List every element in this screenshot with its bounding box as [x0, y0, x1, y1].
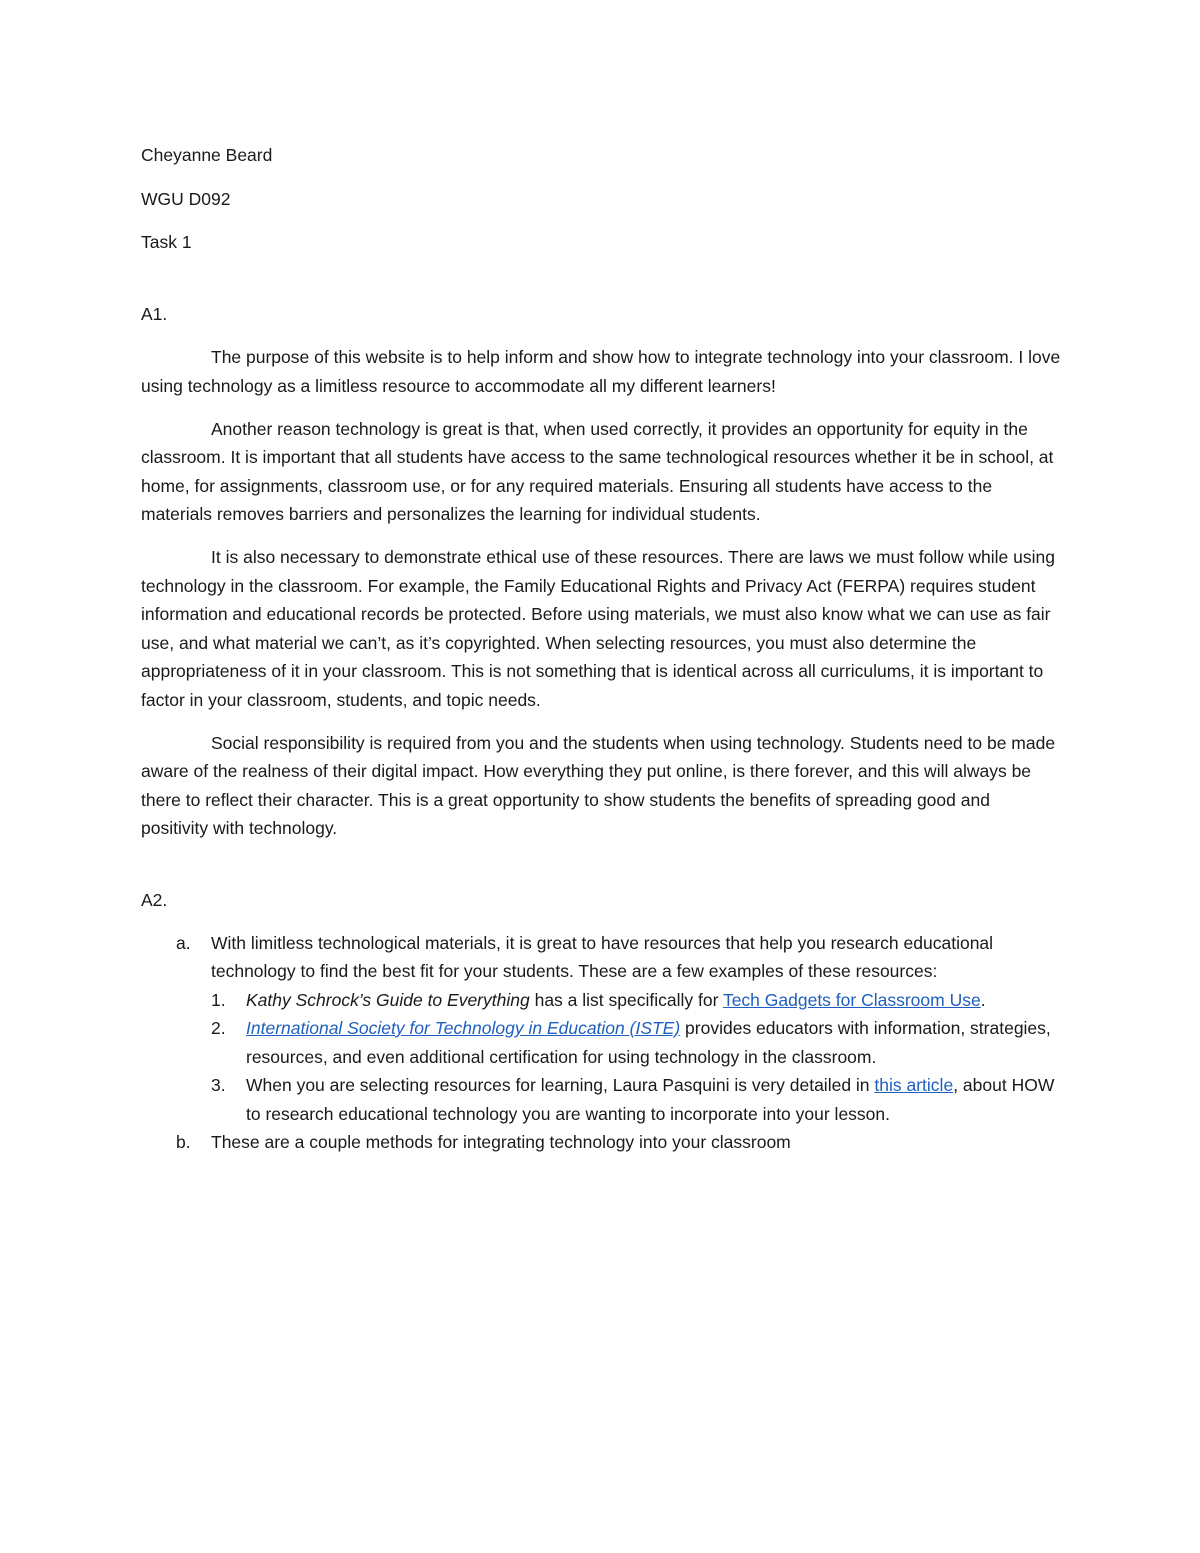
list-marker: 2. — [211, 1018, 226, 1038]
a1-paragraph-social: Social responsibility is required from you and the students when using technology. Students need to be made aware of the realness of their digital impact. How everything they put online, is there forever, and this will always be there to reflect their character. This is a great opportunity to show students the benefits of spreading good and positivity with technology. — [141, 732, 1056, 838]
resource-text: When you are selecting resources for learning, Laura Pasquini is very detailed in — [246, 1075, 875, 1095]
resource-text: , about HOW to research educational technology you are wanting to incorporate into your lesson. — [246, 1075, 1055, 1124]
tech-gadgets-link[interactable]: Tech Gadgets for Classroom Use — [722, 989, 981, 1010]
a1-paragraph-purpose: The purpose of this website is to help inform and show how to integrate technology into your classroom. I love using technology as a limitless resource to accommodate all my different learners! — [141, 347, 1061, 396]
a2-item-b-text: These are a couple methods for integrating technology into your classroom — [211, 1132, 791, 1152]
iste-link[interactable]: International Society for Technology in Education (ISTE) — [246, 1018, 681, 1038]
resource-text: . — [980, 989, 986, 1010]
author-name: Cheyanne Beard — [141, 145, 273, 165]
resource-list — [211, 986, 1061, 1129]
a1-paragraph-ethics: It is also necessary to demonstrate ethical use of these resources. There are laws we must follow while using technology in the classroom. For example, the Family Educational Rights and Privacy Act (FERPA) requires student information and educational records be protected. Before using materials, we must also know what we can use as fair use, and what material we can’t, as it’s copyrighted. When selecting resources, you must also determine the appropriateness of it in your classroom. This is not something that is identical across all curriculums, it is important to factor in your classroom, students, and topic needs. — [141, 547, 1055, 710]
a2-item-a — [141, 929, 1061, 1129]
course-code: WGU D092 — [141, 188, 231, 209]
guide-title: Kathy Schrock’s Guide to Everything — [246, 989, 530, 1010]
a2-item-b — [141, 1128, 1061, 1157]
list-marker: a. — [176, 932, 191, 953]
resource-text: has a list specifically for — [529, 989, 723, 1010]
resource-item-2 — [211, 1014, 1061, 1071]
list-marker: 1. — [211, 989, 226, 1010]
document-page — [141, 141, 1061, 1157]
section-a1-title: A1. — [141, 304, 168, 324]
a1-paragraph-equity: Another reason technology is great is that, when used correctly, it provides an opportunity for equity in the classroom. It is important that all students have access to the same technological resources whether it be in school, at home, for assignments, classroom use, or for any required materials. Ensuring all students have access to the materials removes barriers and personalizes the learning for individual students. — [141, 418, 1054, 524]
a2-item-a-text: With limitless technological materials, it is great to have resources that help you research educational technology to find the best fit for your students. These are a few examples of these resources: — [211, 932, 994, 981]
task-label: Task 1 — [141, 232, 192, 252]
resource-item-3 — [211, 1071, 1061, 1128]
section-a2-title: A2. — [141, 889, 168, 910]
resource-item-1 — [211, 986, 1061, 1015]
resource-text: provides educators with information, strategies, resources, and even additional certification for using technology in the classroom. — [246, 1018, 1051, 1067]
list-marker: 3. — [211, 1075, 226, 1095]
this-article-link[interactable]: this article — [874, 1075, 954, 1095]
a2-list — [141, 929, 1061, 1157]
list-marker: b. — [176, 1132, 191, 1152]
